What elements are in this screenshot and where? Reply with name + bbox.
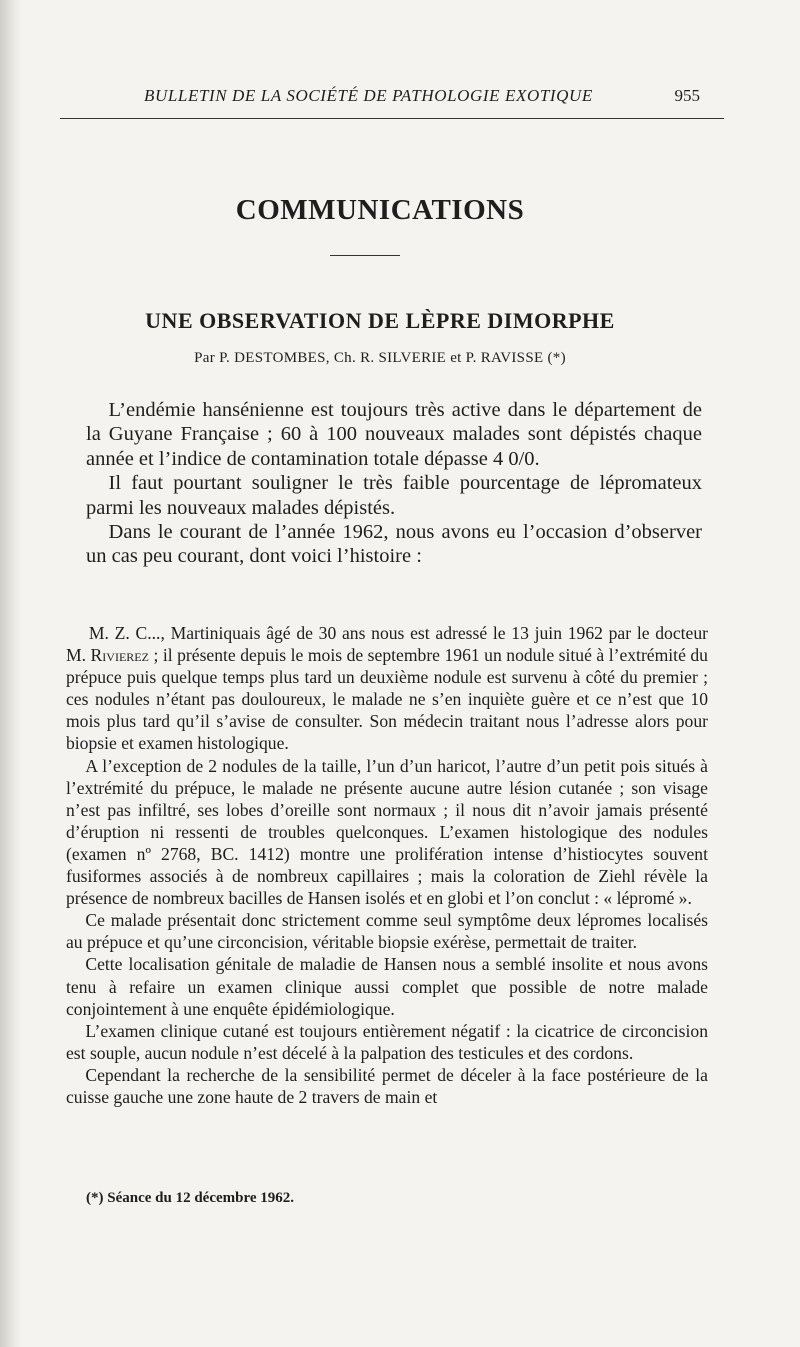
doctor-name: Rivierez [90, 645, 149, 666]
intro-paragraph: Dans le courant de l’année 1962, nous avons eu l’occasion d’observer un cas peu courant, dont voici l’histoire : [86, 521, 702, 568]
case-paragraph: A l’exception de 2 nodules de la taille, l’un d’un haricot, l’autre d’un petit pois situés à l’extrémité du prépuce, le malade ne présente aucune autre lésion cutanée ; son visage n’est pas infiltré, ses lobes d’oreille sont normaux ; il nous dit n’avoir jamais présenté d’éruption ni ressenti de troubles quelconques. L’examen histologique des nodules (examen nº 2768, BC. 1412) montre une prolifération intense d’histiocytes souvent fusiformes associés à de nombreux capillaires ; mais la coloration de Ziehl révèle la présence de nombreux bacilles de Hansen isolés et en globi et l’on conclut : « lépromé ». [66, 755, 708, 909]
page-number: 955 [674, 86, 700, 105]
case-text: ; il présente depuis le mois de septembre 1961 un nodule situé à l’extrémité du prépuce puis quelque temps plus tard un deuxième nodule est survenu à côté du premier ; ces nodules n’étant pas douloureux, le malade ne s’en inquiète guère et ce n’est que 10 mois plus tard qu’il s’avise de consulter. Son médecin traitant nous l’adresse alors pour biopsie et examen histologique. [66, 645, 708, 754]
case-report [66, 622, 708, 1108]
page-header [60, 84, 724, 119]
case-paragraph: Cette localisation génitale de maladie de Hansen nous a semblé insolite et nous avons tenu à refaire un examen clinique aussi complet que possible de notre malade conjointement à une enquête épidémiologique. [66, 954, 708, 1019]
intro-section [86, 398, 702, 569]
case-paragraph: Cependant la recherche de la sensibilité permet de déceler à la face postérieure de la cuisse gauche une zone haute de 2 travers de main et [66, 1064, 708, 1107]
case-paragraph: L’examen clinique cutané est toujours entièrement négatif : la cicatrice de circoncision est souple, aucun nodule n’est décelé à la palpation des testicules et des cordons. [66, 1020, 708, 1063]
case-paragraph: Ce malade présentait donc strictement comme seul symptôme deux lépromes localisés au prépuce et qu’une circoncision, véritable biopsie exérèse, permettait de traiter. [66, 910, 708, 953]
case-paragraph [66, 622, 708, 755]
title-divider [330, 255, 400, 256]
article-title: UNE OBSERVATION DE LÈPRE DIMORPHE [145, 308, 615, 333]
running-title: BULLETIN DE LA SOCIÉTÉ DE PATHOLOGIE EXOTIQUE [144, 86, 593, 105]
intro-paragraph: L’endémie hansénienne est toujours très active dans le département de la Guyane Française ; 60 à 100 nouveaux malades sont dépistés chaque année et l’indice de contamination totale dépasse 4 0/0. [86, 399, 702, 470]
footnote: (*) Séance du 12 décembre 1962. [86, 1190, 295, 1206]
intro-paragraph: Il faut pourtant souligner le très faible pourcentage de lépromateux parmi les nouveaux malades dépistés. [86, 472, 702, 519]
section-title: COMMUNICATIONS [235, 194, 525, 226]
article-authors: Par P. DESTOMBES, Ch. R. SILVERIE et P. RAVISSE (*) [194, 350, 566, 366]
case-text: M. Z. C..., Martiniquais âgé de 30 ans nous est adressé le 13 juin 1962 par le docteur M. [66, 623, 708, 666]
